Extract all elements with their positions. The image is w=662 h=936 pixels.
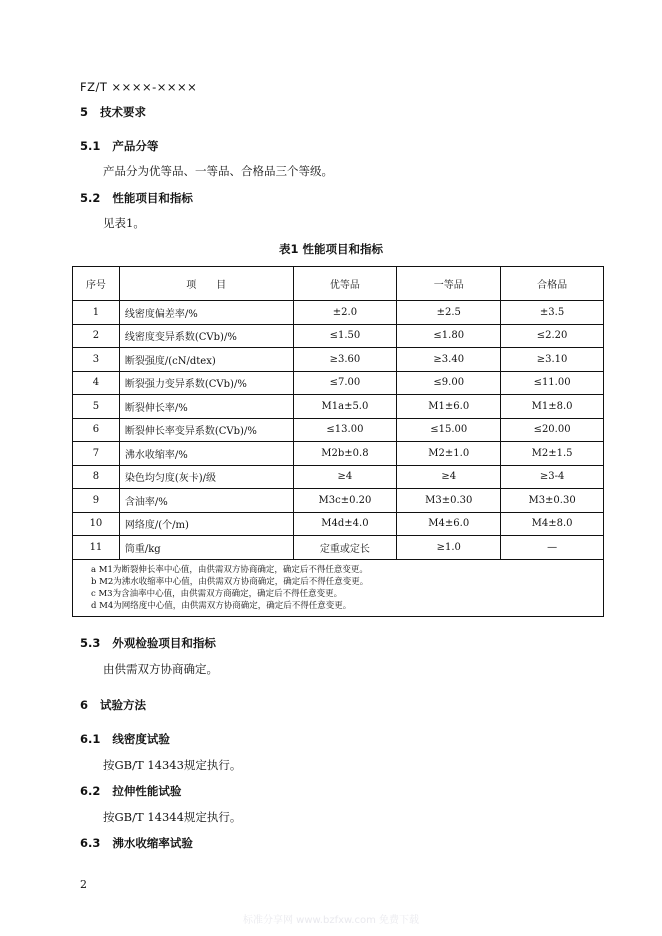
table-row xyxy=(73,324,604,348)
table-row xyxy=(73,465,604,489)
first-grade-value: ≥1.0 xyxy=(397,536,501,560)
table-title: 表1 性能项目和指标 xyxy=(278,242,383,256)
qualified-grade-value: M1±8.0 xyxy=(501,395,604,419)
qualified-grade-value: ≤2.20 xyxy=(501,324,604,348)
table-row xyxy=(73,371,604,395)
superior-grade-value: M4d±4.0 xyxy=(293,512,397,536)
table-note: a M1为断裂伸长率中心值，由供需双方协商确定，确定后不得任意变更。 xyxy=(91,564,368,575)
section-6-heading xyxy=(80,697,146,713)
row-number: 6 xyxy=(73,418,120,442)
table-row xyxy=(73,348,604,372)
paragraph-5-1: 产品分为优等品、一等品、合格品三个等级。 xyxy=(103,164,333,178)
first-grade-value: ≤15.00 xyxy=(397,418,501,442)
row-number: 1 xyxy=(73,301,120,325)
item-name: 断裂强度/(cN/dtex) xyxy=(119,348,293,372)
section-5-1-heading xyxy=(80,138,158,154)
table-notes xyxy=(73,559,604,616)
row-number: 7 xyxy=(73,442,120,466)
document-code-header: FZ/T ××××-×××× xyxy=(80,80,198,94)
item-name: 含油率/% xyxy=(119,489,293,513)
section-6-1-heading xyxy=(80,731,170,747)
section-number: 5.3 xyxy=(80,636,101,650)
row-number: 4 xyxy=(73,371,120,395)
column-header: 一等品 xyxy=(397,267,501,301)
table-note: c M3为含油率中心值，由供需双方商确定，确定后不得任意变更。 xyxy=(91,588,343,599)
section-number: 5.2 xyxy=(80,191,101,205)
item-name: 断裂伸长率/% xyxy=(119,395,293,419)
section-title: 性能项目和指标 xyxy=(112,191,193,205)
superior-grade-value: ≤13.00 xyxy=(293,418,397,442)
section-number: 5.1 xyxy=(80,139,101,153)
paragraph-6-2: 按GB/T 14344规定执行。 xyxy=(103,810,242,824)
paragraph-5-3: 由供需双方协商确定。 xyxy=(103,662,218,676)
qualified-grade-value: ≥3.10 xyxy=(501,348,604,372)
superior-grade-value: 定重或定长 xyxy=(293,536,397,560)
first-grade-value: ≥4 xyxy=(397,465,501,489)
section-title: 产品分等 xyxy=(112,139,159,153)
row-number: 9 xyxy=(73,489,120,513)
qualified-grade-value: ≤11.00 xyxy=(501,371,604,395)
section-number: 6.2 xyxy=(80,784,101,798)
section-6-3-heading xyxy=(80,835,193,851)
first-grade-value: ±2.5 xyxy=(397,301,501,325)
row-number: 3 xyxy=(73,348,120,372)
column-header: 优等品 xyxy=(293,267,397,301)
table-row xyxy=(73,442,604,466)
item-name: 沸水收缩率/% xyxy=(119,442,293,466)
table-notes-row xyxy=(73,559,604,616)
superior-grade-value: M3c±0.20 xyxy=(293,489,397,513)
table-row xyxy=(73,512,604,536)
item-name: 断裂伸长率变异系数(CVb)/% xyxy=(119,418,293,442)
section-title: 沸水收缩率试验 xyxy=(112,836,193,850)
performance-table xyxy=(72,266,604,617)
section-5-heading xyxy=(80,104,146,120)
column-header: 序号 xyxy=(73,267,120,301)
first-grade-value: ≤1.80 xyxy=(397,324,501,348)
paragraph-6-1: 按GB/T 14343规定执行。 xyxy=(103,758,242,772)
paragraph-5-2: 见表1。 xyxy=(103,216,145,230)
superior-grade-value: M2b±0.8 xyxy=(293,442,397,466)
table-row xyxy=(73,395,604,419)
qualified-grade-value: ≥3-4 xyxy=(501,465,604,489)
item-name: 线密度变异系数(CVb)/% xyxy=(119,324,293,348)
item-name: 线密度偏差率/% xyxy=(119,301,293,325)
section-title: 试验方法 xyxy=(100,698,147,712)
superior-grade-value: ±2.0 xyxy=(293,301,397,325)
first-grade-value: M3±0.30 xyxy=(397,489,501,513)
section-title: 外观检验项目和指标 xyxy=(112,636,216,650)
qualified-grade-value: ±3.5 xyxy=(501,301,604,325)
table-note: d M4为网络度中心值，由供需双方协商确定，确定后不得任意变更。 xyxy=(91,600,352,611)
table-row xyxy=(73,418,604,442)
section-number: 6 xyxy=(80,698,89,712)
page-number: 2 xyxy=(80,878,87,891)
table-row xyxy=(73,536,604,560)
table-header-row xyxy=(73,267,604,301)
item-name: 网络度/(个/m) xyxy=(119,512,293,536)
section-6-2-heading xyxy=(80,783,181,799)
superior-grade-value: ≥3.60 xyxy=(293,348,397,372)
section-number: 6.1 xyxy=(80,732,101,746)
row-number: 2 xyxy=(73,324,120,348)
superior-grade-value: ≤1.50 xyxy=(293,324,397,348)
qualified-grade-value: M2±1.5 xyxy=(501,442,604,466)
superior-grade-value: M1a±5.0 xyxy=(293,395,397,419)
qualified-grade-value: ≤20.00 xyxy=(501,418,604,442)
section-title: 拉伸性能试验 xyxy=(112,784,182,798)
table-note: b M2为沸水收缩率中心值，由供需双方协商确定，确定后不得任意变更。 xyxy=(91,576,369,587)
section-title: 技术要求 xyxy=(100,105,147,119)
first-grade-value: ≥3.40 xyxy=(397,348,501,372)
qualified-grade-value: M4±8.0 xyxy=(501,512,604,536)
section-title: 线密度试验 xyxy=(112,732,170,746)
qualified-grade-value: M3±0.30 xyxy=(501,489,604,513)
row-number: 8 xyxy=(73,465,120,489)
section-5-3-heading xyxy=(80,635,216,651)
watermark: 标准分享网 www.bzfxw.com 免费下载 xyxy=(243,915,419,926)
column-header: 项 目 xyxy=(119,267,293,301)
item-name: 筒重/kg xyxy=(119,536,293,560)
section-number: 5 xyxy=(80,105,89,119)
column-header: 合格品 xyxy=(501,267,604,301)
first-grade-value: M2±1.0 xyxy=(397,442,501,466)
row-number: 5 xyxy=(73,395,120,419)
section-number: 6.3 xyxy=(80,836,101,850)
first-grade-value: ≤9.00 xyxy=(397,371,501,395)
item-name: 染色均匀度(灰卡)/级 xyxy=(119,465,293,489)
row-number: 11 xyxy=(73,536,120,560)
table-row xyxy=(73,489,604,513)
table-row xyxy=(73,301,604,325)
first-grade-value: M1±6.0 xyxy=(397,395,501,419)
superior-grade-value: ≤7.00 xyxy=(293,371,397,395)
first-grade-value: M4±6.0 xyxy=(397,512,501,536)
item-name: 断裂强力变异系数(CVb)/% xyxy=(119,371,293,395)
superior-grade-value: ≥4 xyxy=(293,465,397,489)
qualified-grade-value: — xyxy=(501,536,604,560)
section-5-2-heading xyxy=(80,190,193,206)
row-number: 10 xyxy=(73,512,120,536)
